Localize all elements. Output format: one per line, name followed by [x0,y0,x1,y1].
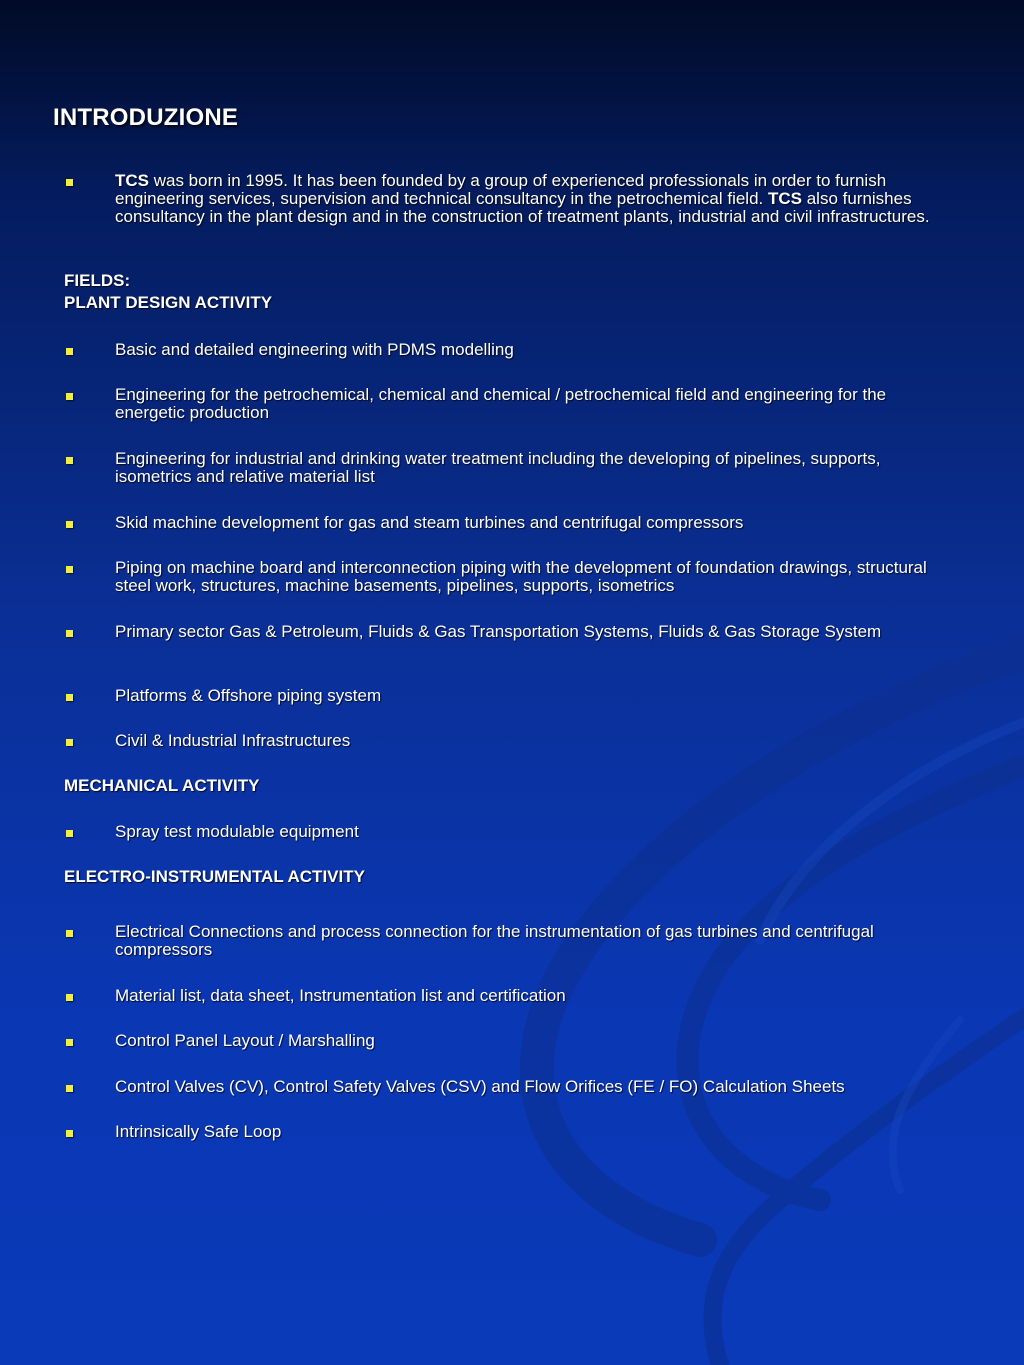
list-item-text: Skid machine development for gas and steam turbines and centrifugal compressors [115,513,744,532]
section-heading-electro-instrumental: ELECTRO-INSTRUMENTAL ACTIVITY [64,867,365,886]
list-item [63,1032,953,1050]
list-item [63,823,953,841]
square-bullet-icon [66,739,73,746]
intro-text-part-1: was born in 1995. It has been founded by a group of experienced professionals in order to furnish engineering services, supervision and technical consultancy in the petrochemical field. [115,171,887,208]
list-item-text: Piping on machine board and interconnection piping with the development of foundation drawings, structural steel work, structures, machine basements, pipelines, supports, isometrics [115,558,927,595]
intro-paragraph [63,172,953,226]
list-item [63,687,953,705]
list-item [63,1123,953,1141]
intro-text [115,172,953,226]
list-item-text: Spray test modulable equipment [115,822,359,841]
square-bullet-icon [66,457,73,464]
list-item-text: Engineering for industrial and drinking water treatment including the developing of pipelines, supports, isometrics and relative material list [115,449,881,486]
section-heading-mechanical: MECHANICAL ACTIVITY [64,776,260,795]
list-item-text: Primary sector Gas & Petroleum, Fluids & Gas Transportation Systems, Fluids & Gas Storage System [115,622,882,641]
square-bullet-icon [66,179,73,186]
list-item-text: Platforms & Offshore piping system [115,686,382,705]
list-item [63,341,953,359]
list-item-text: Material list, data sheet, Instrumentation list and certification [115,986,566,1005]
list-item [63,450,953,486]
intro-text-part-2: also furnishes consultancy in the plant design and in the construction of treatment plants, industrial and civil infrastructures. [115,189,930,226]
brand-name: TCS [115,171,149,190]
square-bullet-icon [66,566,73,573]
section-heading-plant-design: PLANT DESIGN ACTIVITY [64,293,273,312]
square-bullet-icon [66,393,73,400]
list-item-text: Control Panel Layout / Marshalling [115,1031,375,1050]
list-item [63,623,953,641]
list-item [63,732,953,750]
square-bullet-icon [66,830,73,837]
square-bullet-icon [66,994,73,1001]
list-item [63,559,953,595]
list-item [63,1078,953,1096]
brand-name: TCS [767,189,802,208]
square-bullet-icon [66,630,73,637]
square-bullet-icon [66,1130,73,1137]
square-bullet-icon [66,1039,73,1046]
list-item [63,514,953,532]
slide-title: INTRODUZIONE [53,104,239,131]
list-item [63,386,953,422]
list-item [63,987,953,1005]
square-bullet-icon [66,1085,73,1092]
square-bullet-icon [66,521,73,528]
list-item-text: Civil & Industrial Infrastructures [115,731,351,750]
square-bullet-icon [66,930,73,937]
list-item-text: Electrical Connections and process connection for the instrumentation of gas turbines and centrifugal compressors [115,922,874,959]
list-item-text: Basic and detailed engineering with PDMS modelling [115,340,514,359]
fields-label: FIELDS: [64,271,131,290]
list-item-text: Engineering for the petrochemical, chemical and chemical / petrochemical field and engineering for the energetic production [115,385,887,422]
list-item-text: Intrinsically Safe Loop [115,1122,282,1141]
list-item [63,923,953,959]
list-item-text: Control Valves (CV), Control Safety Valves (CSV) and Flow Orifices (FE / FO) Calculation Sheets [115,1077,845,1096]
square-bullet-icon [66,348,73,355]
square-bullet-icon [66,694,73,701]
